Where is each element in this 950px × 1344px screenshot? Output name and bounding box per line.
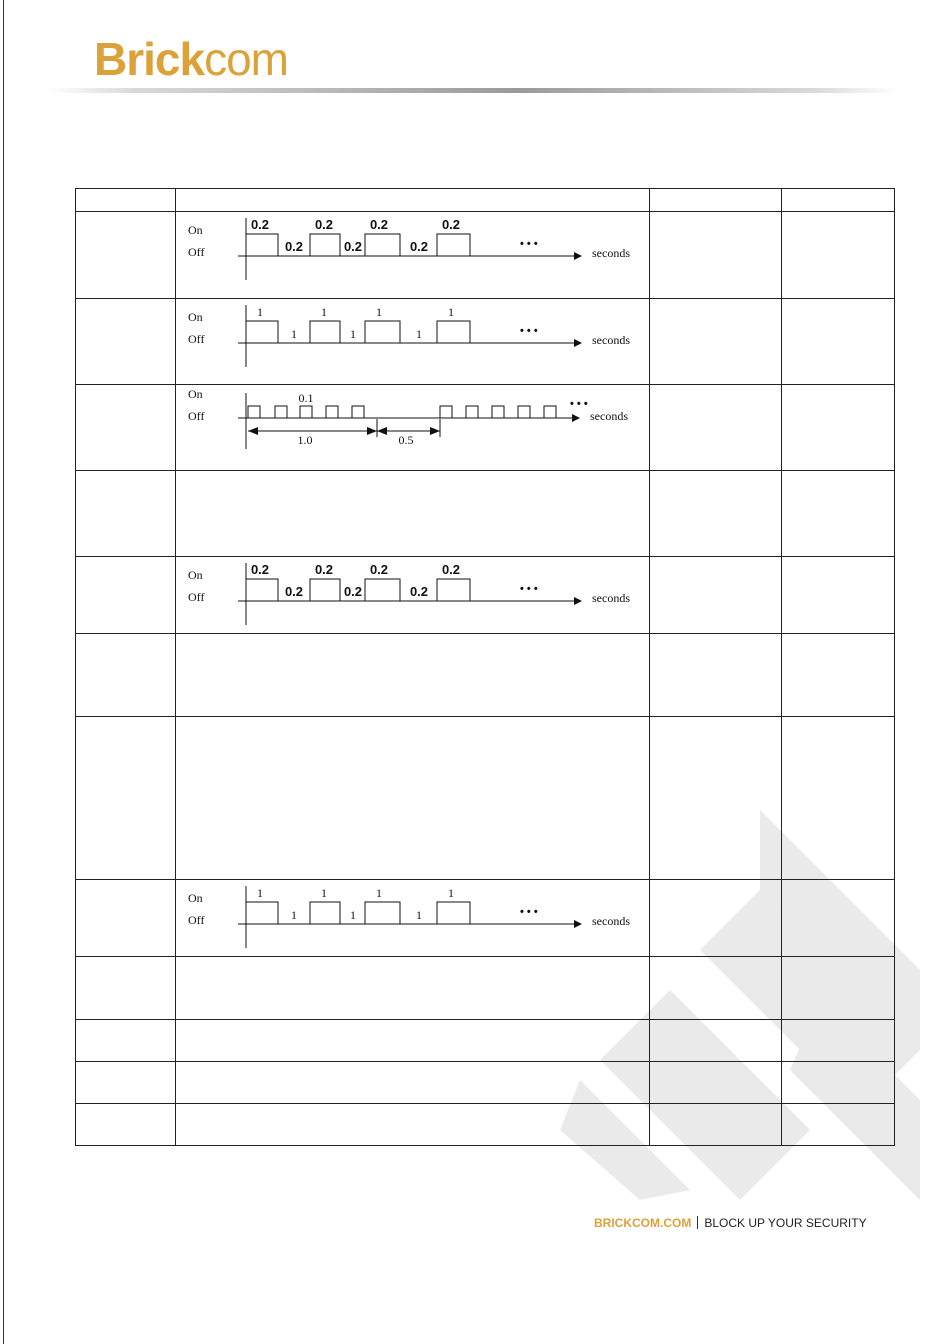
table-cell — [650, 557, 782, 634]
page-footer — [594, 1216, 867, 1230]
on-label: On — [188, 891, 203, 905]
logo-bold-text: Brick — [94, 33, 205, 85]
pulse-duration-label: 1 — [448, 886, 454, 900]
pulse-high — [437, 234, 470, 256]
ellipsis-label: • • • — [520, 583, 538, 595]
pulse-duration-label: 0.2 — [314, 562, 334, 577]
footer-separator — [697, 1216, 698, 1229]
pulse-high — [437, 321, 470, 343]
table-cell — [650, 957, 782, 1020]
diagram-cell — [176, 717, 650, 880]
gap-duration-label: 1 — [416, 327, 422, 341]
table-row — [76, 634, 895, 717]
table-row — [76, 1104, 895, 1146]
pulse-duration-label: 1 — [321, 305, 327, 319]
seconds-axis-label: seconds — [592, 333, 630, 347]
table-cell — [76, 299, 176, 385]
burst-pulse — [544, 406, 556, 418]
table-cell — [76, 557, 176, 634]
pulse-high — [310, 579, 340, 601]
span-duration-label: 1.0 — [297, 433, 313, 447]
table-cell — [650, 880, 782, 957]
table-cell — [782, 880, 895, 957]
pulse-duration-label: 1 — [448, 305, 454, 319]
off-label: Off — [188, 913, 205, 927]
timing-diagram — [176, 299, 650, 369]
table-cell — [650, 634, 782, 717]
table-row — [76, 299, 895, 385]
header-cell — [650, 189, 782, 212]
table-cell — [650, 1020, 782, 1062]
gap-duration-label: 1 — [291, 327, 297, 341]
table-cell — [650, 717, 782, 880]
pulse-high — [246, 234, 278, 256]
table-cell — [650, 1062, 782, 1104]
diagram-cell — [176, 557, 650, 634]
timing-diagram — [176, 880, 650, 950]
time-axis-arrow-icon — [572, 414, 580, 422]
burst-pulse — [440, 406, 452, 418]
table-cell — [782, 471, 895, 557]
diagram-cell — [176, 1020, 650, 1062]
table-cell — [782, 299, 895, 385]
gap-duration-label: 0.5 — [398, 433, 414, 447]
diagram-cell — [176, 1062, 650, 1104]
pulse-high — [365, 902, 400, 924]
pulse-high — [365, 579, 400, 601]
timing-table — [75, 188, 895, 1146]
pulse-duration-label: 1 — [257, 305, 263, 319]
pulse-high — [246, 902, 278, 924]
gap-duration-label: 0.2 — [343, 584, 363, 599]
table-cell — [76, 957, 176, 1020]
gap-duration-label: 1 — [416, 908, 422, 922]
pulse-duration-label: 0.2 — [250, 217, 270, 232]
pulse-high — [437, 902, 470, 924]
arrow-left-icon — [248, 427, 258, 435]
header-cell — [176, 189, 650, 212]
table-row — [76, 880, 895, 957]
diagram-cell — [176, 634, 650, 717]
pulse-high — [365, 321, 400, 343]
header-cell — [782, 189, 895, 212]
table-cell — [76, 1020, 176, 1062]
table-cell — [782, 1104, 895, 1146]
arrow-left-icon — [377, 427, 387, 435]
gap-duration-label: 0.2 — [284, 239, 304, 254]
table-row — [76, 212, 895, 299]
off-label: Off — [188, 409, 205, 423]
pulse-duration-label: 1 — [376, 305, 382, 319]
brickcom-logo — [94, 33, 288, 85]
footer-tagline: BLOCK UP YOUR SECURITY — [704, 1216, 867, 1230]
pulse-duration-label: 0.2 — [441, 217, 461, 232]
arrow-right-icon — [430, 427, 440, 435]
header-divider — [48, 88, 898, 93]
diagram-cell — [176, 1104, 650, 1146]
diagram-cell — [176, 299, 650, 385]
time-axis-arrow-icon — [574, 339, 582, 347]
pulse-duration-label: 1 — [257, 886, 263, 900]
gap-duration-label: 0.2 — [343, 239, 363, 254]
pulse-high — [246, 321, 278, 343]
arrow-right-icon — [367, 427, 377, 435]
table-row — [76, 1020, 895, 1062]
time-axis-arrow-icon — [574, 597, 582, 605]
pulse-high — [365, 234, 400, 256]
table-cell — [650, 299, 782, 385]
gap-duration-label: 0.2 — [284, 584, 304, 599]
burst-pulse-label: 0.1 — [298, 391, 314, 405]
table-cell — [76, 717, 176, 880]
table-cell — [76, 385, 176, 471]
pulse-duration-label: 0.2 — [250, 562, 270, 577]
on-label: On — [188, 223, 203, 237]
diagram-cell — [176, 880, 650, 957]
burst-pulse — [300, 406, 312, 418]
gap-duration-label: 0.2 — [409, 239, 429, 254]
time-axis-arrow-icon — [574, 920, 582, 928]
off-label: Off — [188, 590, 205, 604]
burst-pulse — [466, 406, 478, 418]
table-cell — [650, 1104, 782, 1146]
ellipsis-label: • • • — [570, 398, 588, 410]
pulse-high — [310, 902, 340, 924]
on-label: On — [188, 387, 203, 401]
diagram-cell — [176, 212, 650, 299]
header-cell — [76, 189, 176, 212]
table-row — [76, 385, 895, 471]
table-header-row — [76, 189, 895, 212]
table-cell — [650, 212, 782, 299]
seconds-axis-label: seconds — [592, 914, 630, 928]
timing-diagram — [176, 385, 650, 455]
pulse-high — [310, 234, 340, 256]
diagram-cell — [176, 385, 650, 471]
table-row — [76, 717, 895, 880]
table-cell — [782, 717, 895, 880]
table-cell — [650, 471, 782, 557]
seconds-axis-label: seconds — [590, 409, 628, 423]
gap-duration-label: 1 — [291, 908, 297, 922]
seconds-axis-label: seconds — [592, 591, 630, 605]
burst-pulse — [326, 406, 338, 418]
pulse-duration-label: 0.2 — [369, 217, 389, 232]
pulse-duration-label: 0.2 — [441, 562, 461, 577]
off-label: Off — [188, 332, 205, 346]
table-cell — [782, 557, 895, 634]
pulse-duration-label: 1 — [321, 886, 327, 900]
table-cell — [782, 1020, 895, 1062]
pulse-duration-label: 1 — [376, 886, 382, 900]
table-cell — [76, 1062, 176, 1104]
logo-light-text: com — [204, 33, 288, 85]
burst-pulse — [248, 406, 260, 418]
table-cell — [782, 957, 895, 1020]
table-row — [76, 957, 895, 1020]
table-row — [76, 1062, 895, 1104]
table-cell — [782, 212, 895, 299]
table-cell — [782, 1062, 895, 1104]
seconds-axis-label: seconds — [592, 246, 630, 260]
table-cell — [76, 1104, 176, 1146]
table-cell — [650, 385, 782, 471]
timing-diagram — [176, 212, 650, 282]
on-label: On — [188, 310, 203, 324]
on-label: On — [188, 568, 203, 582]
diagram-cell — [176, 471, 650, 557]
pulse-high — [310, 321, 340, 343]
pulse-duration-label: 0.2 — [314, 217, 334, 232]
burst-pulse — [275, 406, 287, 418]
table-cell — [76, 880, 176, 957]
table-row — [76, 557, 895, 634]
pulse-high — [437, 579, 470, 601]
gap-duration-label: 1 — [350, 908, 356, 922]
table-cell — [76, 634, 176, 717]
gap-duration-label: 1 — [350, 327, 356, 341]
pulse-high — [246, 579, 278, 601]
table-cell — [76, 471, 176, 557]
off-label: Off — [188, 245, 205, 259]
burst-pulse — [492, 406, 504, 418]
footer-site: BRICKCOM.COM — [594, 1216, 692, 1230]
table-cell — [782, 634, 895, 717]
gap-duration-label: 0.2 — [409, 584, 429, 599]
ellipsis-label: • • • — [520, 906, 538, 918]
ellipsis-label: • • • — [520, 238, 538, 250]
pulse-duration-label: 0.2 — [369, 562, 389, 577]
timing-diagram — [176, 557, 650, 627]
burst-pulse — [518, 406, 530, 418]
table-cell — [76, 212, 176, 299]
table-cell — [782, 385, 895, 471]
page-left-rule — [3, 0, 4, 1344]
burst-pulse — [352, 406, 364, 418]
diagram-cell — [176, 957, 650, 1020]
time-axis-arrow-icon — [574, 252, 582, 260]
table-row — [76, 471, 895, 557]
ellipsis-label: • • • — [520, 325, 538, 337]
